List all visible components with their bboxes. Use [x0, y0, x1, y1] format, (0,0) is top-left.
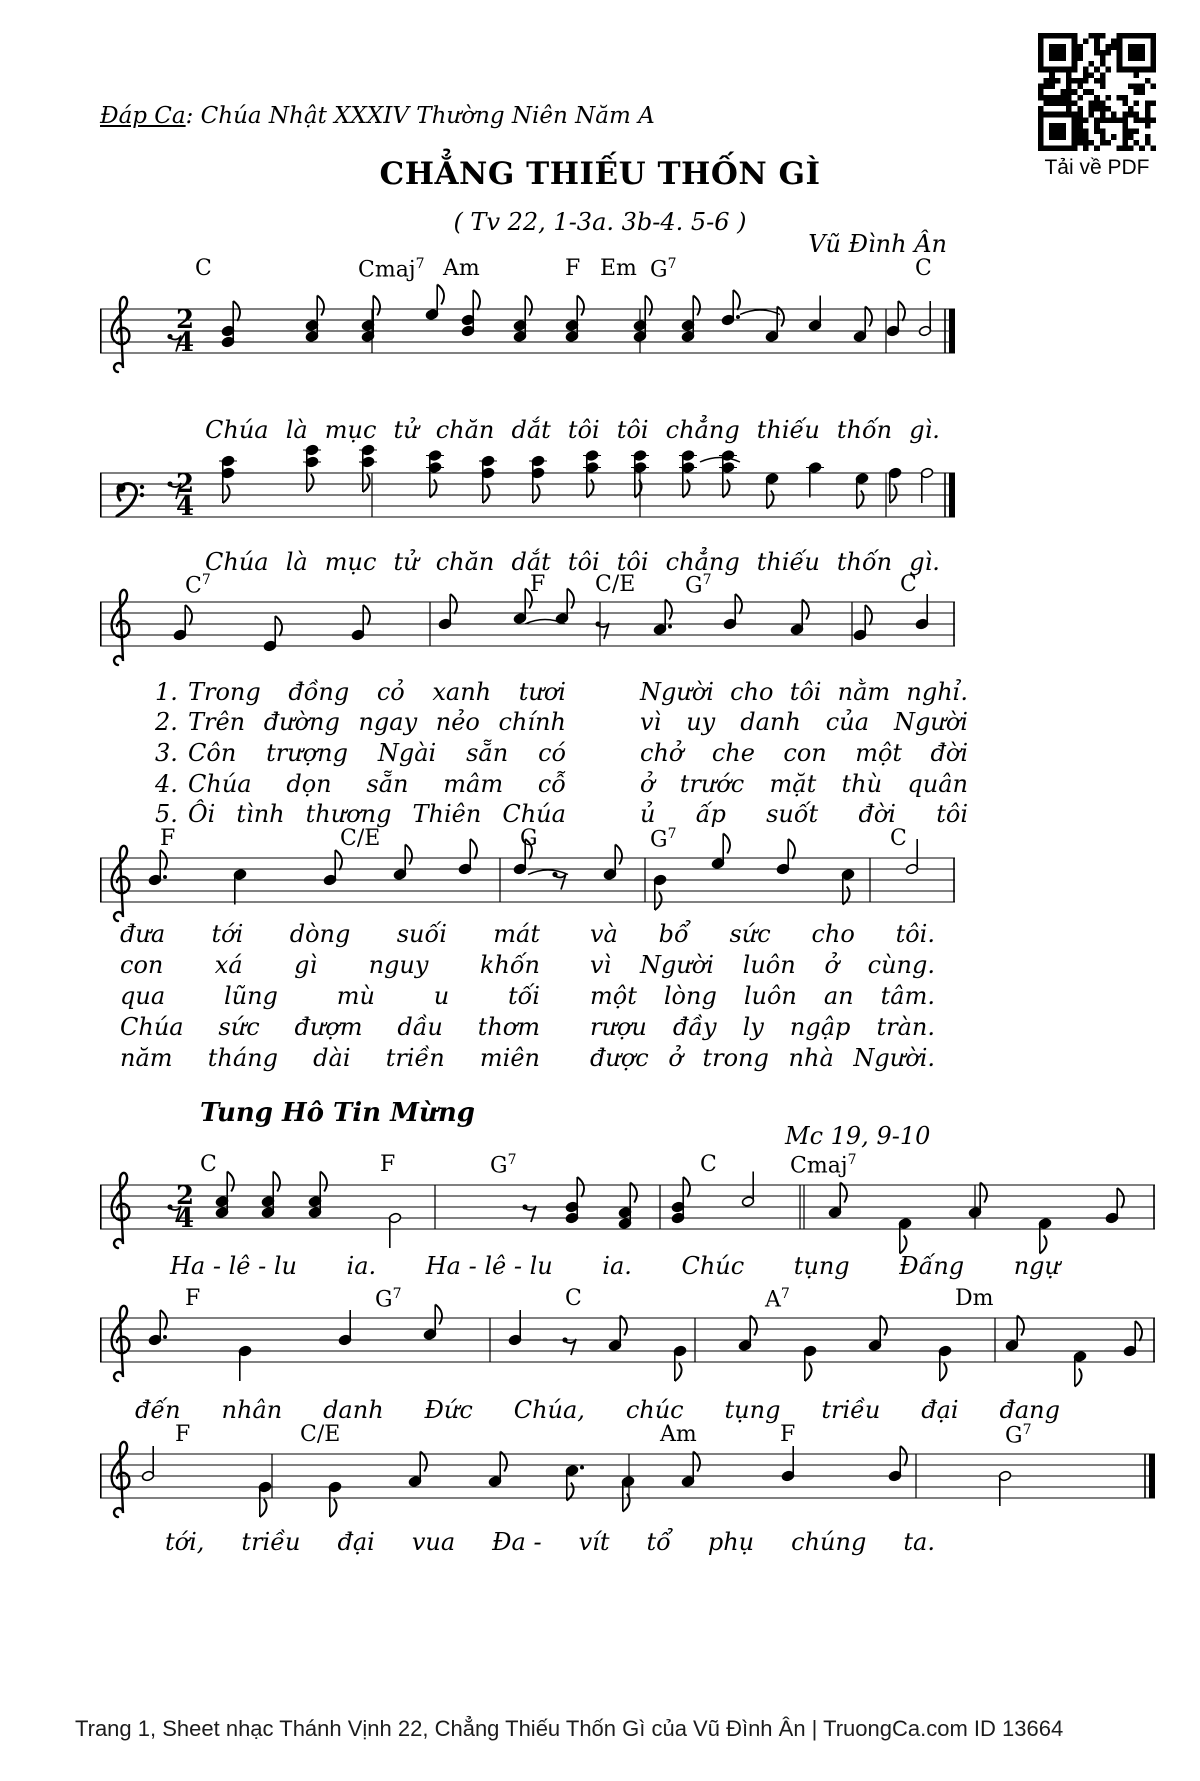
lyric-word: Trên: [188, 708, 246, 736]
gospel-reference: Mc 19, 9-10: [785, 1122, 931, 1150]
header-line: [100, 103, 655, 129]
lyric-line-den-nhan-danh: [135, 1396, 1060, 1424]
chord-quality: 7: [780, 1286, 790, 1302]
chord-root: G: [1005, 1423, 1023, 1449]
verse-row: [100, 678, 980, 708]
lyric-word: đến: [135, 1396, 181, 1424]
lyric-word: tụng: [724, 1396, 781, 1424]
staff-lines-treble: [100, 1160, 1155, 1260]
chord-root: F: [565, 256, 581, 281]
lyric-word: dắt: [511, 416, 551, 444]
lyric-word: ở: [640, 770, 655, 798]
lyric-word: nhân: [221, 1396, 283, 1424]
lyric-word: đang: [999, 1396, 1060, 1424]
lyric-word: chẳng: [665, 548, 740, 576]
lyric-word: rượu: [590, 1013, 647, 1041]
lyric-word: thốn: [836, 416, 893, 444]
lyric-word: nẻo: [435, 708, 480, 736]
chord-quality: 7: [415, 256, 425, 272]
lyric-word: thiếu: [756, 548, 820, 576]
chord-label: [650, 256, 677, 282]
verse-half-a: [120, 1044, 540, 1072]
lyric-word: cho: [811, 920, 855, 948]
verse-half-b: [640, 678, 968, 706]
lyric-word: trong: [702, 1044, 769, 1072]
lyric-word: ngự: [1013, 1252, 1060, 1280]
lyric-word: triều: [821, 1396, 881, 1424]
lyric-word: miên: [479, 1044, 540, 1072]
lyric-word: gì.: [909, 548, 940, 576]
chord-root: C: [900, 572, 917, 597]
lyric-word: u: [433, 982, 450, 1010]
dap-ca-label: Đáp Ca: [100, 103, 186, 129]
lyric-word: mục: [324, 416, 377, 444]
verse-half-a: [188, 770, 566, 798]
lyric-word: là: [285, 416, 308, 444]
lyric-word: che: [711, 739, 755, 767]
svg-text:4: 4: [175, 1204, 195, 1234]
lyric-word: đời: [930, 739, 968, 767]
verse-half-b: [640, 800, 968, 828]
lyric-word: chở: [640, 739, 684, 767]
lyric-word: danh: [323, 1396, 384, 1424]
lyric-word: Chúc: [681, 1252, 745, 1280]
lyric-word: sức: [218, 1013, 260, 1041]
lyric-word: vì: [640, 708, 662, 736]
verse-half-b: [590, 920, 935, 948]
lyric-word: suối: [396, 920, 447, 948]
verse-half-a: [188, 800, 566, 828]
verse-row: [100, 951, 980, 981]
lyric-word: Người: [894, 708, 968, 736]
lyric-word: khốn: [479, 951, 540, 979]
lyric-word: chính: [498, 708, 566, 736]
lyric-word: dòng: [289, 920, 351, 948]
lyric-word: con: [120, 951, 164, 979]
gospel-acclamation-heading: Tung Hô Tin Mừng: [200, 1098, 475, 1128]
lyric-word: xá: [214, 951, 243, 979]
lyric-word: thốn: [836, 548, 893, 576]
chord-quality: 7: [201, 572, 211, 588]
verse-half-b: [590, 1044, 935, 1072]
chord-label: [600, 256, 637, 281]
chord-row: [100, 256, 955, 282]
lyric-word: tối: [507, 982, 540, 1010]
lyric-word: sẵn: [366, 770, 409, 798]
verse-half-a: [120, 982, 540, 1010]
lyric-word: thù: [841, 770, 883, 798]
verse-half-b: [590, 951, 935, 979]
chord-root: F: [175, 1422, 191, 1447]
chord-root: Am: [443, 256, 480, 281]
chord-label: [565, 256, 580, 281]
lyric-word: cỗ: [537, 770, 566, 798]
lyric-word: Chúa,: [513, 1396, 585, 1424]
lyric-word: triền: [385, 1044, 445, 1072]
chord-root: G: [650, 257, 668, 283]
svg-text:4: 4: [175, 328, 195, 358]
chord-root: C: [200, 1152, 217, 1177]
verse-row: [100, 920, 980, 950]
lyric-word: nguy: [368, 951, 429, 979]
chord-quality: 7: [507, 1152, 517, 1168]
lyric-word: nằm: [837, 678, 891, 706]
lyric-word: mâm: [443, 770, 504, 798]
verse-half-b: [640, 739, 968, 767]
chord-root: C: [890, 826, 907, 851]
lyric-word: Chúa: [205, 548, 269, 576]
chord-label: [443, 256, 480, 281]
lyric-word: Chúa: [502, 800, 566, 828]
lyric-word: tới,: [165, 1528, 205, 1556]
lyric-word: ấp: [695, 800, 726, 828]
lyric-word: ly: [742, 1013, 764, 1041]
lyric-word: một: [590, 982, 637, 1010]
psalm-reference: ( Tv 22, 1-3a. 3b-4. 5-6 ): [453, 208, 747, 236]
staff-system-alleluia-2: [100, 1286, 1155, 1396]
lyric-word: Chúa: [188, 770, 252, 798]
lyric-word: Người: [640, 678, 714, 706]
lyric-word: Đa -: [492, 1528, 542, 1556]
lyric-word: ở: [824, 951, 839, 979]
lyric-word: Trong: [188, 678, 261, 706]
chord-root: F: [185, 1286, 201, 1311]
verse-number: 3.: [155, 739, 178, 767]
lyric-word: Ha - lê - lu: [425, 1252, 553, 1280]
lyric-word: xanh: [432, 678, 492, 706]
verse-number: 4.: [155, 770, 178, 798]
lyric-word: thiếu: [756, 416, 820, 444]
lyric-word: trượng: [266, 739, 348, 767]
staff-system-alleluia-3: [100, 1422, 1155, 1532]
chord-root: F: [380, 1152, 396, 1177]
verse-half-b: [590, 982, 935, 1010]
lyric-word: cỏ: [376, 678, 405, 706]
chord-quality: 7: [847, 1152, 857, 1168]
lyric-word: thơm: [477, 1013, 540, 1041]
lyric-word: qua: [120, 982, 166, 1010]
chord-root: Em: [600, 256, 637, 281]
chord-root: C: [195, 256, 212, 281]
chord-quality: 7: [667, 826, 677, 842]
lyric-word: ở: [668, 1044, 683, 1072]
lyric-line-toi-trieu-dai: [165, 1528, 935, 1556]
lyric-word: Đấng: [899, 1252, 965, 1280]
lyric-word: tử: [393, 416, 419, 444]
download-pdf-label[interactable]: Tải về PDF: [1044, 156, 1150, 179]
svg-text:4: 4: [175, 492, 195, 522]
lyric-word: sẵn: [466, 739, 509, 767]
lyric-word: Đức: [424, 1396, 473, 1424]
verse-half-a: [120, 1013, 540, 1041]
chord-root: F: [530, 572, 546, 597]
lyric-word: tình: [236, 800, 285, 828]
lyric-word: ủ: [640, 800, 656, 828]
svg-text:2: 2: [175, 1181, 195, 1211]
chord-root: Cmaj: [358, 257, 416, 283]
lyric-word: vì: [590, 951, 612, 979]
chord-root: C: [700, 1152, 717, 1177]
lyric-word: đầy: [672, 1013, 717, 1041]
chord-root: G: [520, 826, 538, 851]
lyric-word: tâm.: [880, 982, 935, 1010]
chord-root: Am: [660, 1422, 697, 1447]
lyric-word: bổ: [658, 920, 689, 948]
lyric-word: Người: [639, 951, 714, 979]
lyric-word: an: [823, 982, 854, 1010]
lyric-word: cho: [730, 678, 774, 706]
lyric-word: đại: [921, 1396, 959, 1424]
verse-row: [100, 1013, 980, 1043]
chord-quality: 7: [1022, 1422, 1032, 1438]
lyric-word: tôi: [567, 548, 600, 576]
lyric-word: và: [590, 920, 618, 948]
lyric-word: uy: [686, 708, 716, 736]
staff-system-refrain-bass: [100, 448, 955, 548]
chord-root: C/E: [340, 826, 381, 851]
lyric-word: có: [538, 739, 566, 767]
verse-half-b: [640, 770, 968, 798]
lyric-word: tôi: [616, 416, 649, 444]
lyric-word: là: [285, 548, 308, 576]
lyric-word: Chúa: [120, 1013, 184, 1041]
lyric-word: đưa: [120, 920, 166, 948]
verse-half-a: [120, 920, 540, 948]
header-rest: : Chúa Nhật XXXIV Thường Niên Năm A: [185, 103, 655, 129]
lyric-word: tổ: [646, 1528, 671, 1556]
lyric-word: tôi: [567, 416, 600, 444]
verse-row: [100, 708, 980, 738]
lyric-word: ngập: [789, 1013, 851, 1041]
lyric-word: dài: [313, 1044, 351, 1072]
lyric-word: tràn.: [876, 1013, 935, 1041]
lyric-word: ta.: [903, 1528, 935, 1556]
lyric-line-alleluia: [170, 1252, 1060, 1280]
lyric-word: tươi: [518, 678, 566, 706]
verse-row: [100, 1044, 980, 1074]
chord-root: C/E: [595, 572, 636, 597]
verse-row: [100, 770, 980, 800]
chord-root: G: [685, 573, 703, 599]
lyric-word: tôi: [789, 678, 822, 706]
chord-quality: 7: [667, 256, 677, 272]
lyric-word: năm: [120, 1044, 173, 1072]
lyric-word: chẳng: [665, 416, 740, 444]
lyric-word: ia.: [346, 1252, 377, 1280]
lyric-word: lũng: [223, 982, 278, 1010]
lyric-word: ngay: [358, 708, 418, 736]
staff-system-verses-a: [100, 572, 955, 682]
staff-lines-treble: [100, 284, 955, 384]
svg-text:2: 2: [175, 469, 195, 499]
lyric-word: Côn: [188, 739, 237, 767]
lyric-word: lòng: [663, 982, 717, 1010]
lyric-word: Ngài: [377, 739, 437, 767]
chord-quality: 7: [702, 572, 712, 588]
verse-half-a: [120, 951, 540, 979]
lyric-word: mát: [493, 920, 540, 948]
lyric-word: danh: [740, 708, 801, 736]
verse-row: [100, 739, 980, 769]
staff-system-alleluia-1: [100, 1152, 1155, 1262]
chord-root: F: [780, 1422, 796, 1447]
lyric-word: mặt: [769, 770, 817, 798]
verse-half-b: [640, 708, 968, 736]
lyric-word: nghỉ.: [906, 678, 968, 706]
chord-root: C: [565, 1286, 582, 1311]
staff-lines-treble: [100, 833, 955, 933]
lyric-word: của: [825, 708, 870, 736]
lyric-line-refrain-treble: [205, 416, 940, 444]
chord-quality: 7: [392, 1286, 402, 1302]
lyric-word: gì.: [909, 416, 940, 444]
lyric-word: chúng: [791, 1528, 867, 1556]
qr-code-icon[interactable]: [1038, 33, 1156, 151]
lyric-word: trước: [679, 770, 745, 798]
svg-text:2: 2: [175, 305, 195, 335]
lyric-word: tới: [211, 920, 244, 948]
lyric-word: nhà: [788, 1044, 834, 1072]
lyric-word: con: [783, 739, 827, 767]
staff-system-refrain-treble: [100, 256, 955, 386]
lyric-word: mù: [336, 982, 375, 1010]
lyric-word: đượm: [294, 1013, 363, 1041]
lyric-word: ia.: [602, 1252, 632, 1280]
lyric-word: vít: [578, 1528, 610, 1556]
chord-root: G: [650, 827, 668, 853]
lyric-word: thương: [305, 800, 392, 828]
lyric-word: được: [590, 1044, 649, 1072]
lyric-word: đường: [263, 708, 340, 736]
verse-number: 2.: [155, 708, 178, 736]
lyric-word: suốt: [766, 800, 819, 828]
lyric-word: chăn: [435, 416, 495, 444]
lyric-word: Ôi: [188, 800, 216, 828]
verse-half-a: [188, 678, 566, 706]
chord-root: C/E: [300, 1422, 341, 1447]
chord-label: [915, 256, 932, 281]
lyric-word: triều: [241, 1528, 301, 1556]
lyric-word: tôi: [936, 800, 968, 828]
chord-root: G: [490, 1153, 508, 1179]
lyric-word: luôn: [743, 982, 797, 1010]
staff-lines-bass: [100, 448, 955, 548]
lyric-word: gì: [294, 951, 318, 979]
staff-lines-treble: [100, 1429, 1155, 1529]
verse-half-a: [188, 708, 566, 736]
lyric-word: chúc: [625, 1396, 684, 1424]
lyric-word: Thiên: [412, 800, 482, 828]
lyric-word: tháng: [207, 1044, 278, 1072]
lyric-word: chăn: [435, 548, 495, 576]
verse-number: 5.: [155, 800, 178, 828]
chord-root: Cmaj: [790, 1153, 848, 1179]
lyric-word: sức: [729, 920, 771, 948]
lyric-word: tôi.: [895, 920, 935, 948]
footer-text: Trang 1, Sheet nhạc Thánh Vịnh 22, Chẳng Thiếu Thốn Gì của Vũ Đình Ân | TruongCa.com ID 13664: [75, 1716, 1064, 1741]
lyric-word: Chúa: [205, 416, 269, 444]
chord-label: [358, 256, 425, 282]
chord-root: C: [915, 256, 932, 281]
verse-half-b: [590, 1013, 935, 1041]
lyric-word: tụng: [793, 1252, 850, 1280]
lyric-word: đại: [337, 1528, 375, 1556]
lyric-word: tôi: [616, 548, 649, 576]
lyric-word: dọn: [286, 770, 332, 798]
lyric-word: một: [855, 739, 903, 767]
lyric-word: đồng: [288, 678, 350, 706]
chord-root: Dm: [955, 1286, 994, 1311]
lyric-word: vua: [411, 1528, 456, 1556]
lyric-word: luôn: [742, 951, 796, 979]
lyric-word: mục: [324, 548, 377, 576]
lyric-word: dắt: [511, 548, 551, 576]
lyric-word: Người.: [853, 1044, 935, 1072]
lyric-word: tử: [393, 548, 419, 576]
chord-label: [195, 256, 212, 281]
lyric-word: dầu: [397, 1013, 443, 1041]
lyric-word: cùng.: [867, 951, 935, 979]
chord-root: G: [375, 1287, 393, 1313]
lyric-word: Ha - lê - lu: [170, 1252, 297, 1280]
verse-half-a: [188, 739, 566, 767]
page-title: CHẲNG THIẾU THỐN GÌ: [379, 156, 821, 192]
verse-number: 1.: [155, 678, 178, 706]
chord-root: C: [185, 573, 202, 599]
staff-lines-treble: [100, 1293, 1155, 1393]
staff-lines-treble: [100, 577, 955, 677]
lyric-word: đời: [858, 800, 896, 828]
lyric-word: quân: [907, 770, 968, 798]
composer-name: Vũ Đình Ân: [808, 230, 947, 258]
verse-row: [100, 982, 980, 1012]
chord-root: F: [160, 826, 176, 851]
chord-root: A: [765, 1287, 781, 1313]
lyric-word: phụ: [707, 1528, 755, 1556]
